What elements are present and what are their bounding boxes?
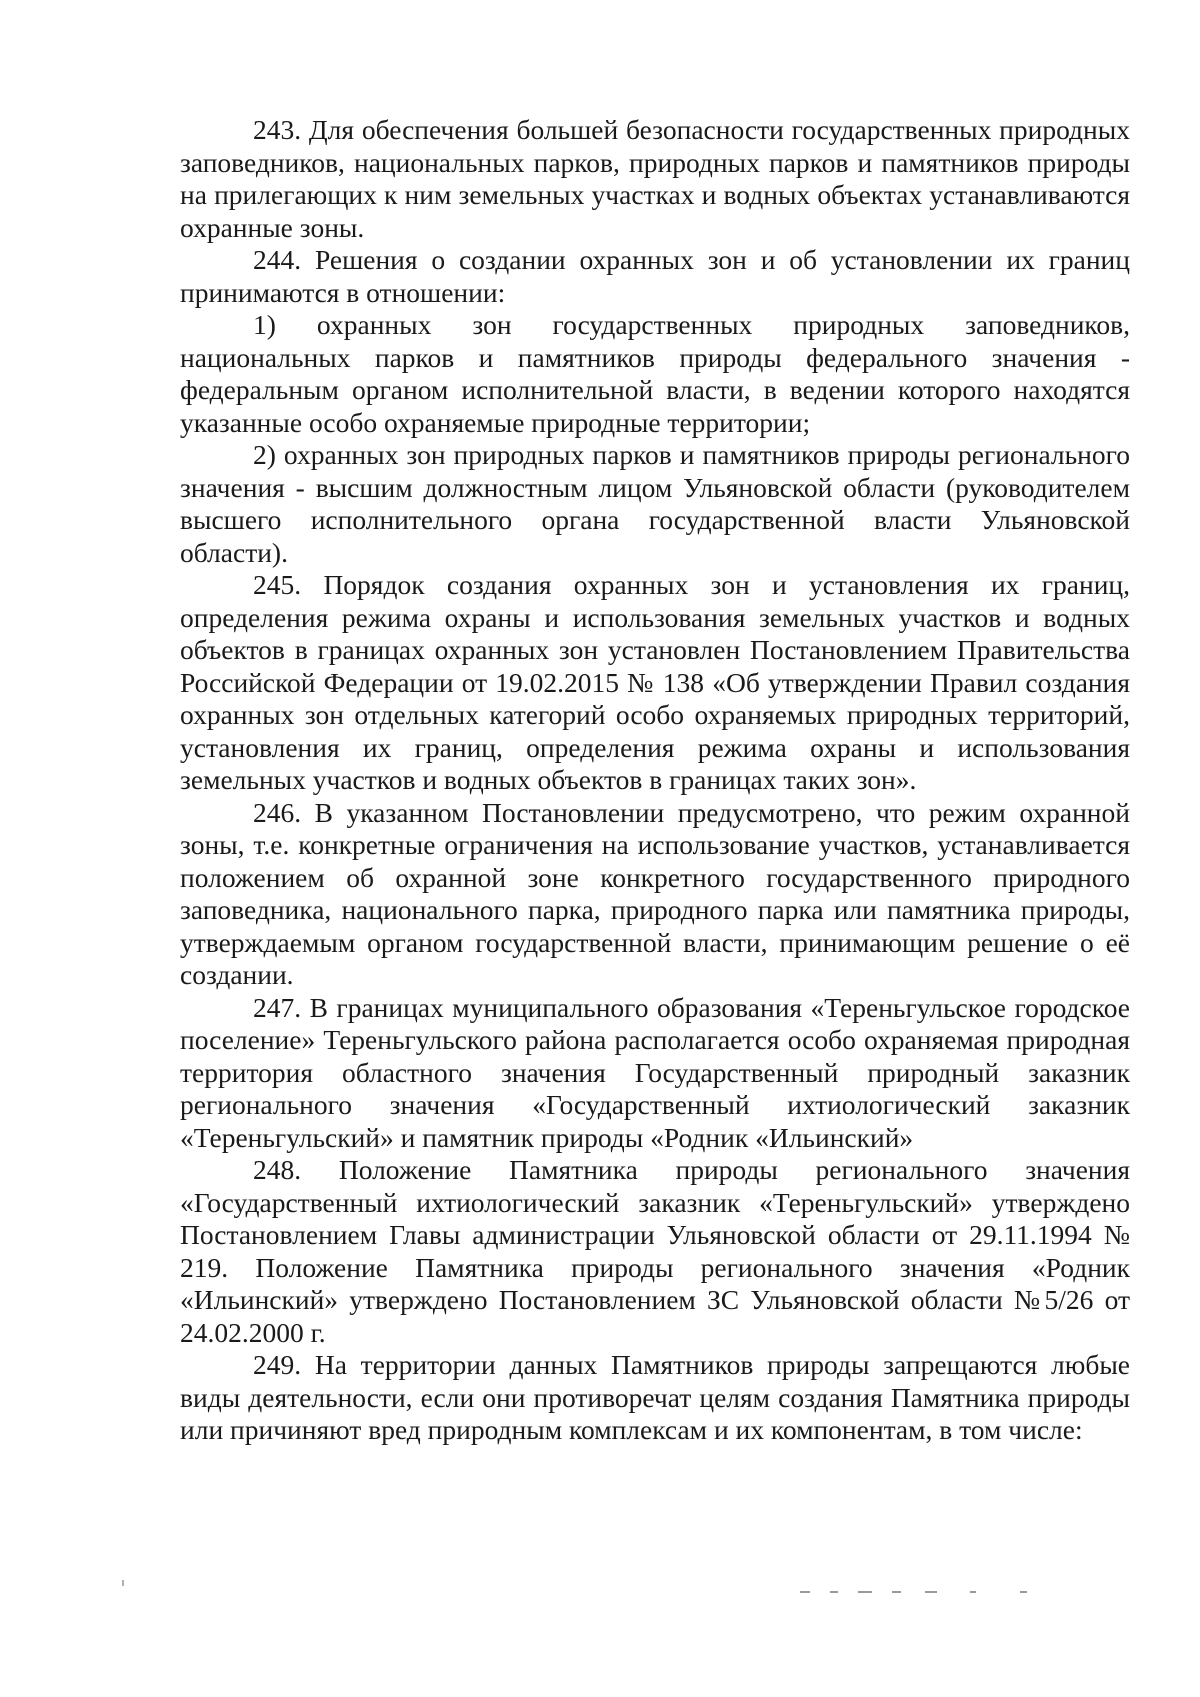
paragraph-244: 244. Решения о создании охранных зон и об установлении их границ принимаются в отношении:: [180, 244, 1130, 308]
paragraph-244-item-2: 2) охранных зон природных парков и памятников природы регионального значения - высшим должностным лицом Ульяновской области (руководителем высшего исполнительного органа государственной власти Ульяновской области).: [180, 439, 1130, 568]
paragraph-244-item-1: 1) охранных зон государственных природных заповедников, национальных парков и памятников природы федерального значения - федеральным органом исполнительной власти, в ведении которого находятся указанные особо охраняемые природные территории;: [180, 309, 1130, 438]
scan-mark: [925, 1591, 937, 1593]
scan-artifact-marks: [800, 1588, 1060, 1596]
paragraph-249: 249. На территории данных Памятников природы запрещаются любые виды деятельности, если они противоречат целям создания Памятника природы или причиняют вред природным комплексам и их компонентам, в том числе:: [180, 1349, 1130, 1445]
scan-mark: [892, 1591, 901, 1593]
paragraph-245: 245. Порядок создания охранных зон и установления их границ, определения режима охраны и использования земельных участков и водных объектов в границах охранных зон установлен Постановлением Правительства Российской Федерации от 19.02.2015 № 138 «Об утверждении Правил создания охранных зон отдельных категорий особо охраняемых природных территорий, установления их границ, определения режима охраны и использования земельных участков и водных объектов в границах таких зон».: [180, 569, 1130, 795]
paragraph-247: 247. В границах муниципального образования «Тереньгульское городское поселение» Тереньгульского района располагается особо охраняемая природная территория областного значения Государственный природный заказник регионального значения «Государственный ихтиологический заказник «Тереньгульский» и памятник природы «Родник «Ильинский»: [180, 991, 1130, 1153]
scan-mark: [800, 1591, 810, 1593]
scan-mark: [1020, 1591, 1027, 1593]
document-body: [180, 114, 1130, 1447]
paragraph-248: 248. Положение Памятника природы регионального значения «Государственный ихтиологический заказник «Тереньгульский» утверждено Постановлением Главы администрации Ульяновской области от 29.11.1994 № 219. Положение Памятника природы регионального значения «Родник «Ильинский» утверждено Постановлением ЗС Ульяновской области №5/26 от 24.02.2000 г.: [180, 1154, 1130, 1348]
paragraph-246: 246. В указанном Постановлении предусмотрено, что режим охранной зоны, т.е. конкретные ограничения на использование участков, устанавливается положением об охранной зоне конкретного государственного природного заповедника, национального парка, природного парка или памятника природы, утверждаемым органом государственной власти, принимающим решение о её создании.: [180, 796, 1130, 990]
scan-mark: [830, 1591, 838, 1593]
scan-mark: [970, 1591, 976, 1593]
paragraph-243: 243. Для обеспечения большей безопасности государственных природных заповедников, национальных парков, природных парков и памятников природы на прилегающих к ним земельных участках и водных объектах устанавливаются охранные зоны.: [180, 114, 1130, 243]
scan-mark: [858, 1591, 872, 1593]
scan-artifact-dot: [122, 1580, 124, 1586]
